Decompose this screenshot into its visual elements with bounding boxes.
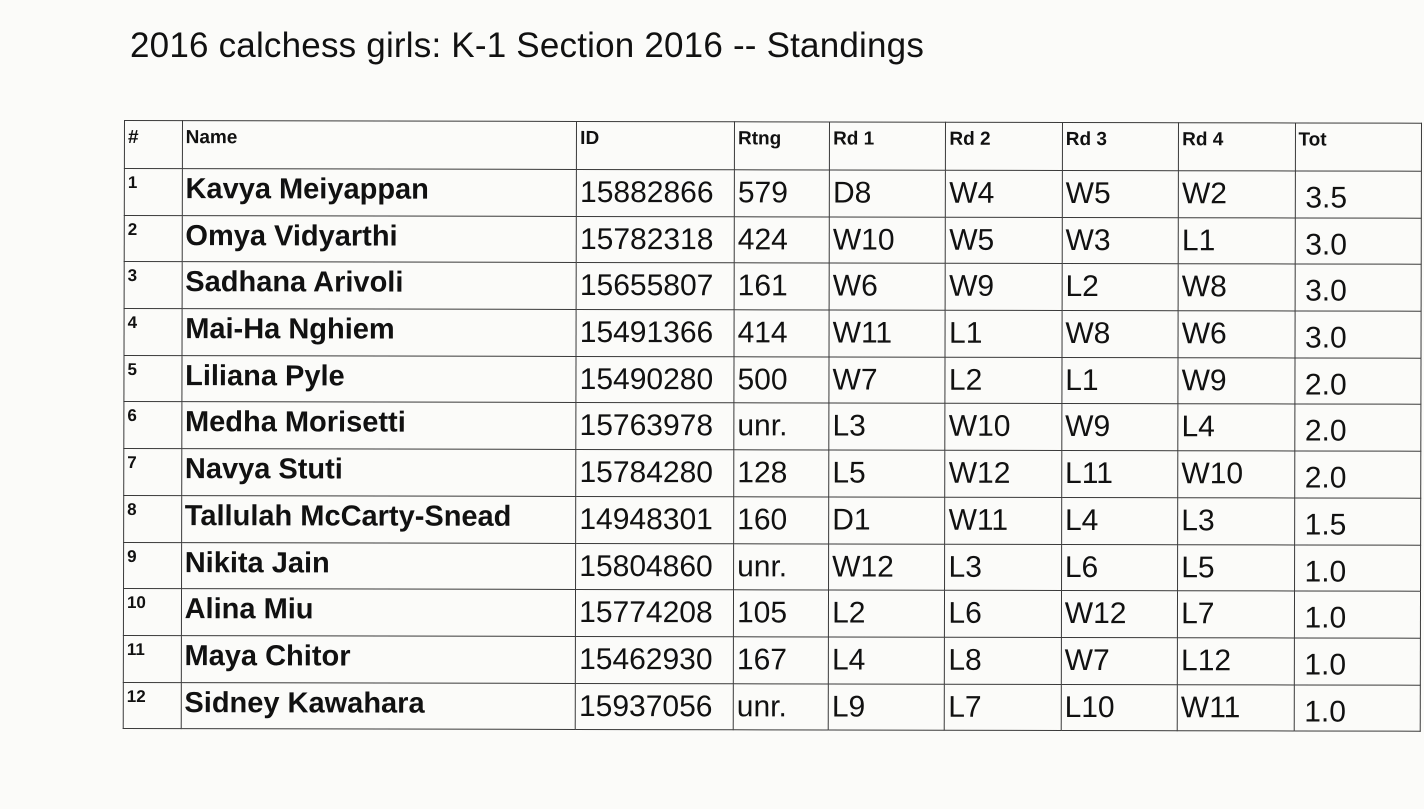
player-id-cell: 15491366 bbox=[576, 310, 734, 357]
player-name-cell: Omya Vidyarthi bbox=[182, 215, 577, 263]
round-4-result-cell: W11 bbox=[1177, 684, 1293, 731]
round-2-result-cell: W11 bbox=[945, 497, 1061, 544]
round-1-result-cell: W7 bbox=[829, 357, 945, 404]
round-4-result-cell: L5 bbox=[1178, 544, 1294, 591]
round-1-result-cell: L9 bbox=[828, 684, 944, 731]
rank-cell: 1 bbox=[124, 169, 182, 216]
round-1-result-cell: W11 bbox=[829, 310, 945, 357]
rating-cell: 105 bbox=[733, 590, 828, 637]
header-round-4: Rd 4 bbox=[1179, 123, 1295, 171]
round-3-result-cell: W9 bbox=[1062, 404, 1178, 451]
round-3-result-cell: L11 bbox=[1062, 451, 1178, 498]
round-3-result-cell: W12 bbox=[1061, 591, 1177, 638]
round-2-result-cell: W9 bbox=[946, 264, 1062, 311]
rank-cell: 11 bbox=[123, 635, 181, 682]
round-1-result-cell: D8 bbox=[829, 170, 945, 217]
round-3-result-cell: L1 bbox=[1062, 357, 1178, 404]
round-1-result-cell: L3 bbox=[829, 403, 945, 450]
table-row bbox=[123, 589, 1420, 638]
header-name: Name bbox=[182, 121, 577, 170]
round-1-result-cell: W12 bbox=[829, 543, 945, 590]
player-id-cell: 15782318 bbox=[576, 216, 734, 263]
round-3-result-cell: W5 bbox=[1062, 170, 1178, 217]
total-score-cell: 2.0 bbox=[1294, 404, 1421, 451]
round-2-result-cell: W4 bbox=[946, 170, 1062, 217]
rating-cell: 160 bbox=[734, 497, 829, 544]
rating-cell: 167 bbox=[733, 637, 828, 684]
rank-cell: 3 bbox=[124, 262, 182, 309]
standings-table bbox=[123, 120, 1422, 732]
header-rating: Rtng bbox=[734, 122, 829, 170]
round-2-result-cell: L1 bbox=[945, 310, 1061, 357]
table-row bbox=[124, 355, 1421, 404]
round-1-result-cell: L4 bbox=[828, 637, 944, 684]
total-score-cell: 1.0 bbox=[1294, 638, 1421, 685]
round-2-result-cell: W5 bbox=[946, 217, 1062, 264]
total-score-cell: 2.0 bbox=[1294, 451, 1421, 498]
rank-cell: 9 bbox=[124, 542, 182, 589]
round-4-result-cell: L1 bbox=[1178, 217, 1294, 264]
round-1-result-cell: W10 bbox=[829, 217, 945, 264]
rank-cell: 7 bbox=[124, 449, 182, 496]
rank-cell: 8 bbox=[124, 495, 182, 542]
player-name-cell: Mai-Ha Nghiem bbox=[182, 309, 577, 357]
player-name-cell: Alina Miu bbox=[181, 589, 576, 637]
round-1-result-cell: L5 bbox=[829, 450, 945, 497]
total-score-cell: 1.5 bbox=[1294, 498, 1421, 545]
header-total: Tot bbox=[1295, 123, 1422, 171]
header-id: ID bbox=[577, 121, 735, 169]
header-round-1: Rd 1 bbox=[830, 122, 946, 170]
round-3-result-cell: W7 bbox=[1061, 637, 1177, 684]
round-4-result-cell: W8 bbox=[1178, 264, 1294, 311]
round-2-result-cell: W12 bbox=[945, 450, 1061, 497]
rank-cell: 10 bbox=[123, 589, 181, 636]
round-1-result-cell: W6 bbox=[829, 263, 945, 310]
round-4-result-cell: L7 bbox=[1178, 591, 1294, 638]
round-2-result-cell: W10 bbox=[945, 404, 1061, 451]
table-row bbox=[124, 309, 1421, 358]
round-3-result-cell: L10 bbox=[1061, 684, 1177, 731]
total-score-cell: 3.5 bbox=[1295, 171, 1422, 218]
round-1-result-cell: D1 bbox=[829, 497, 945, 544]
round-4-result-cell: W9 bbox=[1178, 357, 1294, 404]
total-score-cell: 1.0 bbox=[1294, 544, 1421, 591]
rating-cell: 579 bbox=[734, 170, 829, 217]
rank-cell: 2 bbox=[124, 215, 182, 262]
table-row bbox=[124, 262, 1421, 311]
rank-cell: 4 bbox=[124, 309, 182, 356]
rating-cell: unr. bbox=[734, 543, 829, 590]
round-2-result-cell: L3 bbox=[945, 544, 1061, 591]
player-name-cell: Tallulah McCarty-Snead bbox=[181, 495, 576, 543]
round-4-result-cell: L3 bbox=[1178, 498, 1294, 545]
total-score-cell: 3.0 bbox=[1295, 218, 1422, 265]
table-row bbox=[124, 169, 1421, 218]
player-id-cell: 15774208 bbox=[576, 590, 734, 637]
header-round-3: Rd 3 bbox=[1062, 122, 1178, 170]
player-id-cell: 14948301 bbox=[576, 496, 734, 543]
player-name-cell: Maya Chitor bbox=[181, 635, 576, 683]
rating-cell: 424 bbox=[734, 216, 829, 263]
round-3-result-cell: L6 bbox=[1061, 544, 1177, 591]
player-id-cell: 15763978 bbox=[576, 403, 734, 450]
total-score-cell: 2.0 bbox=[1294, 358, 1421, 405]
header-row bbox=[124, 121, 1421, 172]
round-4-result-cell: L4 bbox=[1178, 404, 1294, 451]
rank-cell: 12 bbox=[123, 682, 181, 729]
rating-cell: 128 bbox=[734, 450, 829, 497]
round-4-result-cell: W2 bbox=[1178, 171, 1294, 218]
round-2-result-cell: L2 bbox=[945, 357, 1061, 404]
rank-cell: 6 bbox=[124, 402, 182, 449]
rating-cell: unr. bbox=[733, 683, 828, 730]
rating-cell: unr. bbox=[734, 403, 829, 450]
table-row bbox=[124, 449, 1421, 498]
round-2-result-cell: L7 bbox=[945, 684, 1061, 731]
player-id-cell: 15937056 bbox=[575, 683, 733, 730]
rating-cell: 500 bbox=[734, 357, 829, 404]
round-4-result-cell: L12 bbox=[1177, 638, 1293, 685]
total-score-cell: 1.0 bbox=[1294, 591, 1421, 638]
player-name-cell: Kavya Meiyappan bbox=[182, 169, 577, 217]
total-score-cell: 1.0 bbox=[1294, 685, 1421, 732]
round-3-result-cell: L4 bbox=[1061, 497, 1177, 544]
player-id-cell: 15804860 bbox=[576, 543, 734, 590]
rating-cell: 161 bbox=[734, 263, 829, 310]
table-row bbox=[123, 682, 1420, 731]
player-id-cell: 15655807 bbox=[576, 263, 734, 310]
round-2-result-cell: L6 bbox=[945, 590, 1061, 637]
player-id-cell: 15784280 bbox=[576, 450, 734, 497]
document-title: 2016 calchess girls: K-1 Section 2016 -- Standings bbox=[130, 26, 925, 65]
table-row bbox=[124, 402, 1421, 451]
player-name-cell: Sidney Kawahara bbox=[181, 682, 576, 730]
round-3-result-cell: L2 bbox=[1062, 264, 1178, 311]
table-row bbox=[124, 495, 1421, 544]
player-id-cell: 15490280 bbox=[576, 356, 734, 403]
rank-cell: 5 bbox=[124, 355, 182, 402]
table-row bbox=[124, 215, 1421, 264]
standings-body bbox=[123, 169, 1421, 732]
player-name-cell: Liliana Pyle bbox=[182, 355, 577, 403]
round-4-result-cell: W6 bbox=[1178, 311, 1294, 358]
player-id-cell: 15882866 bbox=[577, 169, 735, 216]
header-round-2: Rd 2 bbox=[946, 122, 1062, 170]
round-4-result-cell: W10 bbox=[1178, 451, 1294, 498]
player-name-cell: Navya Stuti bbox=[181, 449, 576, 497]
total-score-cell: 3.0 bbox=[1295, 311, 1422, 358]
total-score-cell: 3.0 bbox=[1295, 264, 1422, 311]
round-3-result-cell: W3 bbox=[1062, 217, 1178, 264]
table-row bbox=[124, 542, 1421, 591]
round-2-result-cell: L8 bbox=[945, 637, 1061, 684]
rating-cell: 414 bbox=[734, 310, 829, 357]
table-row bbox=[123, 635, 1420, 684]
player-name-cell: Sadhana Arivoli bbox=[182, 262, 577, 310]
round-1-result-cell: L2 bbox=[829, 590, 945, 637]
player-name-cell: Medha Morisetti bbox=[181, 402, 576, 450]
round-3-result-cell: W8 bbox=[1062, 311, 1178, 358]
player-name-cell: Nikita Jain bbox=[181, 542, 576, 590]
header-rank: # bbox=[124, 121, 182, 169]
player-id-cell: 15462930 bbox=[576, 636, 734, 683]
